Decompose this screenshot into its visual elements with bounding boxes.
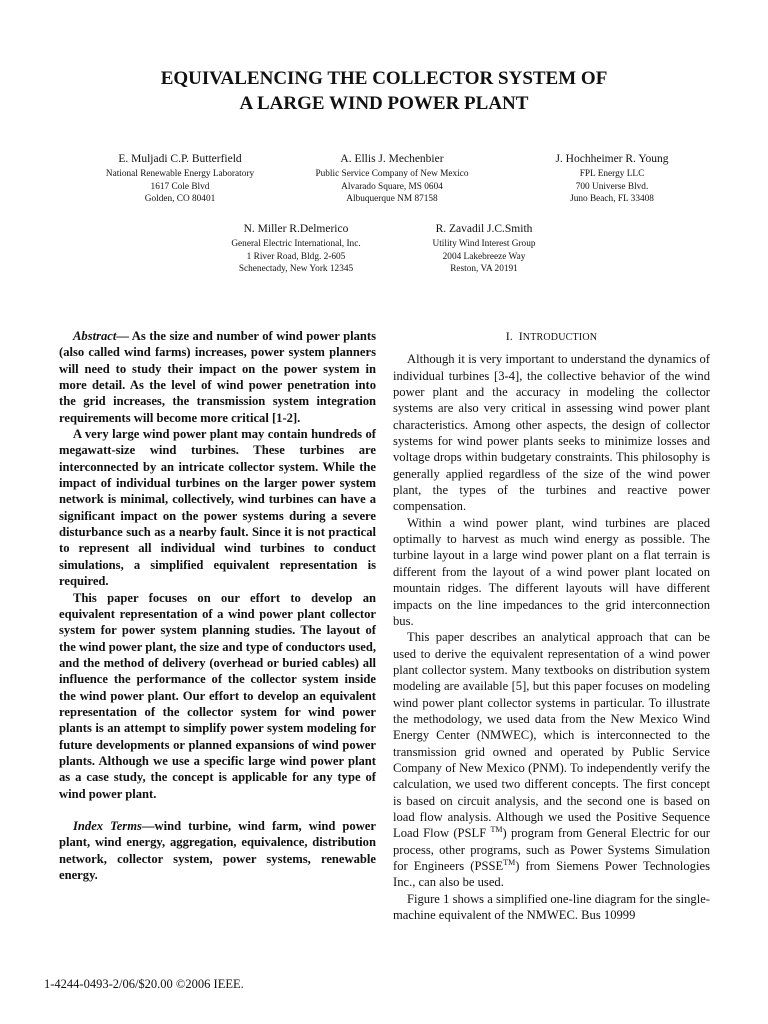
author-address-1: Alvarado Square, MS 0604 [341, 181, 443, 192]
author-block-nrel [80, 151, 280, 206]
spacer [59, 802, 376, 818]
right-column [393, 328, 710, 923]
author-address-2: Schenectady, New York 12345 [238, 264, 354, 274]
index-terms-label: Index Terms [73, 818, 142, 833]
intro-text-3c: ) from Siemens Power Technologies Inc., can also be used. [393, 859, 710, 890]
index-terms-text: —wind turbine, wind farm, wind power plant, wind energy, aggregation, equivalence, distribution network, collector system, power systems, renewable energy. [59, 818, 376, 882]
intro-text-3a: This paper describes an analytical approach that can be used to derive the equivalent representation of a wind power plant collector system. Many textbooks on distribution system modeling are available [5], but this paper focuses on modeling wind power plant collector systems in particular. To illustrate the methodology, we used data from the New Mexico Wind Energy Center (NMWEC), which is interconnected to the transmission grid owned and operated by Public Service Company of New Mexico (PNM). To independently verify the calculation, we used two different concepts. The first concept is based on circuit analysis, and the second one is based on load flow analysis. Although we used the Positive Sequence Load Flow (PSLF [393, 630, 710, 841]
abstract-text-1: — As the size and number of wind power plants (also called wind farms) increases, power system planners will need to study their impact on the power system in more detail. As the level of wind power penetration into the grid increases, the transmission system integration requirements will become more critical [1-2]. [59, 329, 376, 425]
author-address-2: Golden, CO 80401 [144, 194, 216, 204]
section-heading-initial: I [518, 329, 523, 343]
author-org: Utility Wind Interest Group [432, 239, 536, 249]
abstract-paragraph-3: This paper focuses on our effort to develop an equivalent representation of a wind power plant collector system for power system planning studies. The layout of the wind power plant, the size and type of conductors used, and the method of delivery (overhead or buried cables) all influence the performance of the collector system inside the wind power plant. Our effort to develop an equivalent representation of the collector system for wind power plants is an attempt to simplify power system modeling for future developments or planned expansions of wind power plants. Although we use a specific large wind power plant as a case study, the concept is applicable for any type of wind power plant. [59, 590, 376, 801]
trademark-sup: TM [503, 857, 516, 867]
section-heading-rest: NTRODUCTION [522, 332, 598, 343]
author-names: E. Muljadi C.P. Butterfield [118, 153, 242, 165]
author-names: A. Ellis J. Mechenbier [340, 153, 444, 165]
abstract-paragraph-1 [59, 328, 376, 426]
author-block-ge [196, 221, 396, 276]
author-block-uwig [394, 221, 574, 276]
abstract-paragraph-2: A very large wind power plant may contain hundreds of megawatt-size wind turbines. These turbines are interconnected by an intricate collector system. While the impact of individual turbines on the larger power system network is minimal, collectively, wind turbines can have a significant impact on the power systems during a severe disturbance such as a nearby fault. Since it is not practical to represent all individual wind turbines to conduct simulations, a simplified equivalent representation is required. [59, 427, 376, 589]
author-org: Public Service Company of New Mexico [315, 169, 469, 179]
paper-title [0, 66, 768, 116]
author-block-pnm [290, 151, 494, 206]
author-address-1: 1617 Cole Blvd [150, 181, 210, 192]
copyright-footer: 1-4244-0493-2/06/$20.00 ©2006 IEEE. [44, 977, 244, 991]
author-address-2: Reston, VA 20191 [450, 264, 518, 274]
title-line-1: EQUIVALENCING THE COLLECTOR SYSTEM OF [160, 68, 608, 89]
author-address-2: Juno Beach, FL 33408 [570, 194, 654, 204]
section-numeral: I. [505, 329, 513, 343]
intro-paragraph-3 [393, 629, 710, 891]
intro-paragraph-1: Although it is very important to understand the dynamics of individual turbines [3-4], the collective behavior of the wind power plant and the accuracy in modeling the collector systems are also very critical in assessing wind power plant characteristics. Among other aspects, the design of collector systems for wind power plants seeks to minimize losses and voltage drops within budgetary constraints. This philosophy is generally applied regardless of the size of the wind power plant, the types of the turbines and reactive power compensation. [393, 352, 710, 514]
author-block-fpl [520, 151, 704, 206]
author-address-2: Albuquerque NM 87158 [346, 194, 438, 204]
author-org: General Electric International, Inc. [231, 239, 361, 249]
author-names: N. Miller R.Delmerico [243, 223, 349, 235]
intro-paragraph-4: Figure 1 shows a simplified one-line diagram for the single-machine equivalent of the NMWEC. Bus 10999 [393, 891, 710, 923]
intro-paragraph-2: Within a wind power plant, wind turbines are placed optimally to harvest as much wind energy as possible. The turbine layout in a large wind power plant on a flat terrain is different from the layout of a wind power plant located on mountain ridges. The different layouts will have different impacts on the line impedances to the grid interconnection bus. [393, 515, 710, 628]
author-address-1: 2004 Lakebreeze Way [442, 251, 526, 262]
author-names: J. Hochheimer R. Young [555, 153, 669, 165]
left-column [59, 328, 376, 883]
author-org: FPL Energy LLC [579, 169, 645, 179]
author-address-1: 1 River Road, Bldg. 2-605 [246, 251, 346, 262]
abstract-label: Abstract [73, 329, 117, 343]
author-org: National Renewable Energy Laboratory [105, 169, 255, 179]
author-names: R. Zavadil J.C.Smith [435, 223, 533, 235]
title-line-2: A LARGE WIND POWER PLANT [239, 93, 529, 114]
trademark-sup: TM [490, 825, 503, 835]
intro-text-3b: ) program from General Electric for our process, other programs, such as Power Systems Simulation for Engineers (PSSE [393, 826, 710, 873]
author-address-1: 700 Universe Blvd. [575, 181, 649, 192]
section-heading-introduction [393, 328, 710, 346]
index-terms [59, 818, 376, 883]
